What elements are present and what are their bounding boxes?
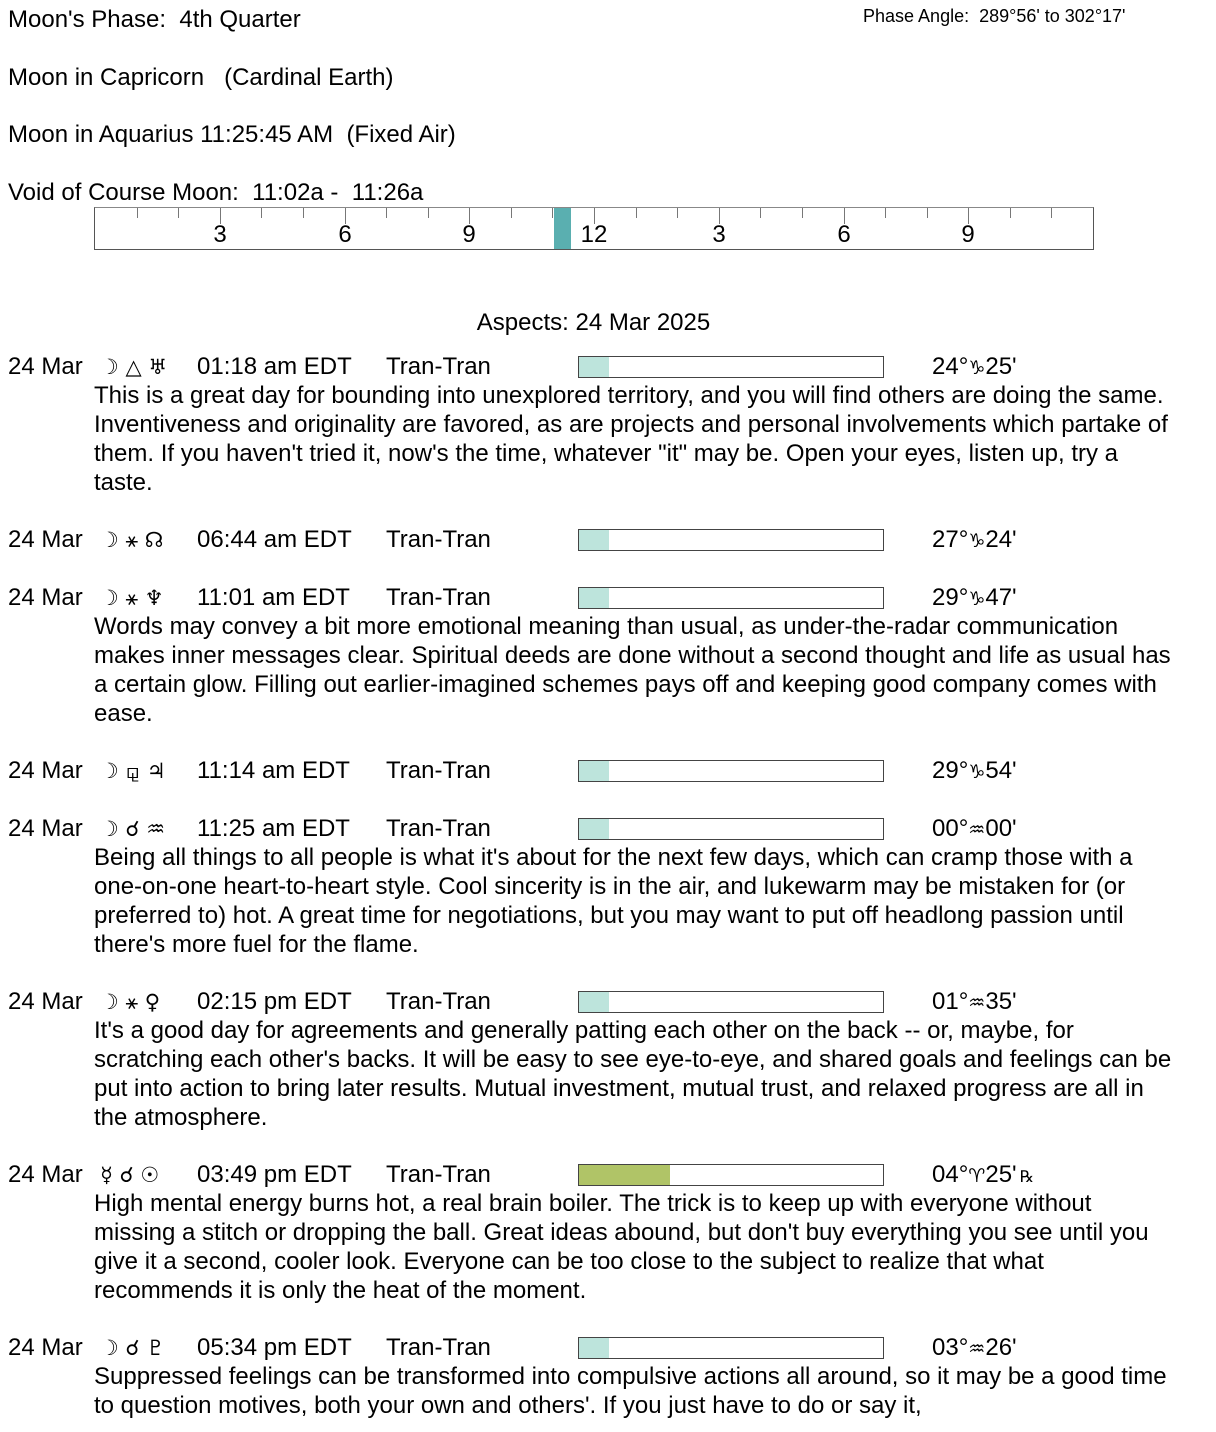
aspect-type: Tran-Tran <box>386 1334 491 1361</box>
position-degree: 27° <box>932 526 969 553</box>
aspect-type: Tran-Tran <box>386 353 491 380</box>
aspect-position <box>932 756 1017 787</box>
timeline-tick-label: 12 <box>580 221 608 248</box>
aspect-description: Suppressed feelings can be transformed into compulsive actions all around, so it may be a good time to question motives, both your own and others'. If you just have to do or say it, <box>94 1363 1167 1419</box>
position-minute: 35' <box>985 988 1017 1015</box>
aspect-position <box>932 1160 1034 1192</box>
aspect-position <box>932 987 1017 1018</box>
timeline-tick-label: 3 <box>213 221 227 248</box>
aspect-type: Tran-Tran <box>386 584 491 611</box>
timeline-tick <box>511 208 512 218</box>
timeline-tick <box>760 208 761 218</box>
zodiac-sign-icon: ♑ <box>968 761 986 783</box>
aspect-strength-fill <box>579 761 609 781</box>
position-minute: 26' <box>985 1334 1017 1361</box>
aspect-glyphs-icon: ☽ ⚼ ♃ <box>100 759 166 783</box>
timeline-tick-label: 9 <box>961 221 975 248</box>
aspect-strength-fill <box>579 992 609 1012</box>
aspect-header-line <box>0 352 1216 382</box>
aspect-glyphs-icon: ☽ ☌ ♇ <box>100 1336 166 1360</box>
aspect-position <box>932 1333 1017 1364</box>
aspect-date: 24 Mar <box>8 526 83 553</box>
aspect-header-line <box>0 814 1216 844</box>
aspect-position <box>932 583 1017 614</box>
position-degree: 29° <box>932 757 969 784</box>
zodiac-sign-icon: ♑ <box>968 588 986 610</box>
aspect-header-line <box>0 1160 1216 1190</box>
timeline-tick <box>137 208 138 218</box>
aspect-strength-fill <box>579 1338 609 1358</box>
aspect-position <box>932 814 1017 845</box>
timeline-tick <box>303 208 304 218</box>
aspect-type: Tran-Tran <box>386 815 491 842</box>
moon-phase: Moon's Phase: 4th Quarter <box>8 6 301 33</box>
void-of-course-timeline <box>94 207 1094 250</box>
aspect-glyphs-icon: ☽ ⚹ ♀ <box>100 990 161 1014</box>
aspect-description: High mental energy burns hot, a real brain boiler. The trick is to keep up with everyone without missing a stitch or dropping the ball. Great ideas abound, but don't buy everything you see until you give it a second, cooler look. Everyone can be too close to the subject to realize that what recommends it is only the heat of the moment. <box>94 1190 1149 1304</box>
moon-sign-capricorn: Moon in Capricorn (Cardinal Earth) <box>8 64 394 91</box>
position-minute: 00' <box>985 815 1017 842</box>
timeline-tick <box>178 208 179 218</box>
aspect-header-line <box>0 583 1216 613</box>
aspect-strength-bar <box>578 991 884 1013</box>
timeline-tick <box>386 208 387 218</box>
timeline-tick <box>552 208 553 218</box>
aspect-position <box>932 525 1017 556</box>
aspect-date: 24 Mar <box>8 1334 83 1361</box>
aspect-time: 11:25 am EDT <box>197 815 350 842</box>
timeline-tick <box>428 208 429 218</box>
aspect-glyphs-icon: ☽ ☌ ♒ <box>100 817 166 841</box>
position-minute: 25' <box>985 1161 1017 1188</box>
aspect-description: This is a great day for bounding into unexplored territory, and you will find others are doing the same. Inventiveness and originality are favored, as are projects and personal involvements which partake of them. If you haven't tried it, now's the time, whatever "it" may be. Open your eyes, listen up, try a taste. <box>94 382 1168 496</box>
aspect-time: 01:18 am EDT <box>197 353 352 380</box>
aspect-date: 24 Mar <box>8 815 83 842</box>
aspect-entry <box>0 583 1216 728</box>
timeline-tick <box>636 208 637 218</box>
aspect-strength-fill <box>579 819 609 839</box>
aspect-header-line <box>0 987 1216 1017</box>
zodiac-sign-icon: ♈ <box>968 1165 986 1187</box>
zodiac-sign-icon: ♒ <box>968 992 986 1014</box>
position-degree: 03° <box>932 1334 969 1361</box>
aspect-type: Tran-Tran <box>386 526 491 553</box>
aspect-header-line <box>0 756 1216 786</box>
aspect-description: It's a good day for agreements and generally patting each other on the back -- or, maybe, for scratching each other's backs. It will be easy to see eye-to-eye, and shared goals and feelings can be put into action to bring later results. Mutual investment, mutual trust, and relaxed progress are all in the atmosphere. <box>94 1017 1172 1131</box>
aspect-date: 24 Mar <box>8 353 83 380</box>
aspects-title: Aspects: 24 Mar 2025 <box>476 309 711 336</box>
moon-sign-aquarius: Moon in Aquarius 11:25:45 AM (Fixed Air) <box>8 121 456 148</box>
aspect-glyphs-icon: ☽ △ ♅ <box>100 355 168 379</box>
void-of-course: Void of Course Moon: 11:02a - 11:26a <box>8 179 424 206</box>
zodiac-sign-icon: ♑ <box>968 357 986 379</box>
aspect-entry <box>0 1160 1216 1305</box>
timeline-tick <box>927 208 928 218</box>
aspect-time: 05:34 pm EDT <box>197 1334 352 1361</box>
aspect-glyphs-icon: ☽ ⚹ ☊ <box>100 528 164 552</box>
aspect-entry <box>0 987 1216 1132</box>
position-minute: 25' <box>985 353 1017 380</box>
aspect-glyphs-icon: ☿ ☌ ☉ <box>100 1163 160 1187</box>
position-degree: 01° <box>932 988 969 1015</box>
timeline-tick-label: 6 <box>837 221 851 248</box>
aspect-strength-bar <box>578 818 884 840</box>
aspect-header-line <box>0 525 1216 555</box>
retrograde-icon: ℞ <box>1019 1167 1034 1186</box>
position-minute: 47' <box>985 584 1017 611</box>
aspect-glyphs-icon: ☽ ⚹ ♆ <box>100 586 164 610</box>
aspect-strength-fill <box>579 357 609 377</box>
timeline-tick-label: 9 <box>462 221 476 248</box>
aspect-date: 24 Mar <box>8 1161 83 1188</box>
timeline-tick-label: 6 <box>338 221 352 248</box>
position-degree: 00° <box>932 815 969 842</box>
aspect-time: 02:15 pm EDT <box>197 988 352 1015</box>
aspect-date: 24 Mar <box>8 584 83 611</box>
phase-angle: Phase Angle: 289°56' to 302°17' <box>863 6 1126 26</box>
aspect-entry <box>0 814 1216 959</box>
aspect-strength-bar <box>578 1164 884 1186</box>
position-degree: 24° <box>932 353 969 380</box>
timeline-tick <box>261 208 262 218</box>
aspect-time: 03:49 pm EDT <box>197 1161 352 1188</box>
zodiac-sign-icon: ♒ <box>968 1338 986 1360</box>
timeline-tick <box>802 208 803 218</box>
aspect-strength-bar <box>578 1337 884 1359</box>
zodiac-sign-icon: ♑ <box>968 530 986 552</box>
aspect-strength-bar <box>578 529 884 551</box>
aspect-time: 11:14 am EDT <box>197 757 350 784</box>
aspect-type: Tran-Tran <box>386 757 491 784</box>
aspect-date: 24 Mar <box>8 757 83 784</box>
aspect-entry <box>0 525 1216 555</box>
aspect-entry <box>0 352 1216 497</box>
position-degree: 04° <box>932 1161 969 1188</box>
aspect-strength-bar <box>578 760 884 782</box>
timeline-tick-label: 3 <box>712 221 726 248</box>
aspect-strength-fill <box>579 1165 670 1185</box>
aspect-date: 24 Mar <box>8 988 83 1015</box>
timeline-tick <box>885 208 886 218</box>
aspect-strength-bar <box>578 587 884 609</box>
aspect-entry <box>0 1333 1216 1420</box>
aspect-position <box>932 352 1017 383</box>
void-of-course-marker <box>554 208 571 249</box>
aspect-header-line <box>0 1333 1216 1363</box>
aspect-strength-bar <box>578 356 884 378</box>
aspect-entry <box>0 756 1216 786</box>
zodiac-sign-icon: ♒ <box>968 819 986 841</box>
position-minute: 54' <box>985 757 1017 784</box>
position-degree: 29° <box>932 584 969 611</box>
aspect-time: 06:44 am EDT <box>197 526 352 553</box>
timeline-tick <box>1051 208 1052 218</box>
aspect-description: Being all things to all people is what it's about for the next few days, which can cramp those with a one-on-one heart-to-heart style. Cool sincerity is in the air, and lukewarm may be mistaken for (or preferred to) hot. A great time for negotiations, but you may want to put off headlong passion until there's more fuel for the flame. <box>94 844 1133 958</box>
aspect-description: Words may convey a bit more emotional meaning than usual, as under-the-radar communication makes inner messages clear. Spiritual deeds are done without a second thought and life as usual has a certain glow. Filling out earlier-imagined schemes pays off and keeping good company comes with ease. <box>94 613 1171 727</box>
aspect-type: Tran-Tran <box>386 988 491 1015</box>
position-minute: 24' <box>985 526 1017 553</box>
timeline-tick <box>677 208 678 218</box>
aspect-strength-fill <box>579 588 609 608</box>
timeline-tick <box>1010 208 1011 218</box>
aspect-time: 11:01 am EDT <box>197 584 350 611</box>
aspect-strength-fill <box>579 530 609 550</box>
aspect-type: Tran-Tran <box>386 1161 491 1188</box>
